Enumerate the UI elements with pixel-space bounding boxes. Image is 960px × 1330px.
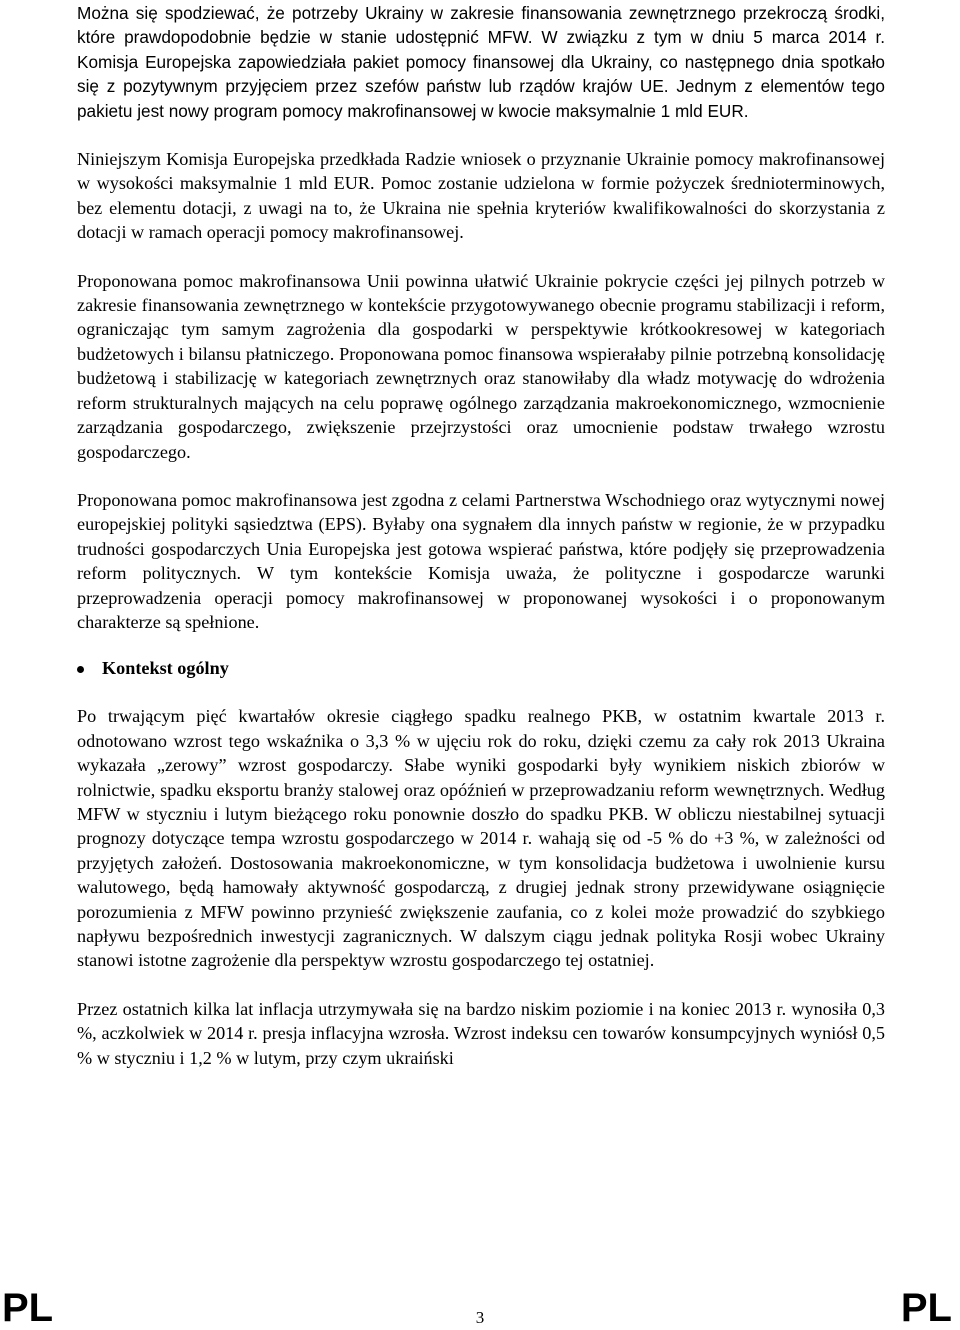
section-heading: [77, 656, 885, 682]
footer-language-left: PL: [2, 1286, 54, 1330]
page-number: 3: [475, 1308, 485, 1327]
section-heading-text: Kontekst ogólny: [102, 658, 229, 679]
paragraph-inflation: Przez ostatnich kilka lat inflacja utrzymywała się na bardzo niskim poziomie i na koniec 2013 r. wynosiła 0,3 %, aczkolwiek w 2014 r. presja inflacyjna wzrosła. Wzrost indeksu cen towarów konsumpcyjnych wyniósł 0,5 % w styczniu i 1,2 % w lutym, przy czym ukraiński: [77, 998, 885, 1068]
paragraph-proposed-assistance: Proponowana pomoc makrofinansowa Unii powinna ułatwić Ukrainie pokrycie części jej pilnych potrzeb w zakresie finansowania zewnętrznego w kontekście przygotowywanego obecnie programu stabilizacji i reform, ograniczając tym samym zagrożenia dla gospodarki w perspektywie krótkookresowej w kategoriach budżetowych i bilansu płatniczego. Proponowana pomoc finansowa wspierałaby pilnie potrzebną konsolidację budżetową i stabilizację w kategoriach zewnętrznych oraz stanowiłaby dla władz motywację do wdrożenia reform strukturalnych mających na celu poprawę ogólnego zarządzania makroekonomicznego, wzmocnienie zarządzania gospodarczego, zwiększenie przejrzystości oraz umocnienie podstaw trwałego wzrostu gospodarczego.: [77, 270, 885, 462]
paragraph-imf-financing-needs: Można się spodziewać, że potrzeby Ukrainy w zakresie finansowania zewnętrznego przekroczą środki, które prawdopodobnie będzie w stanie udostępnić MFW. W związku z tym w dniu 5 marca 2014 r. Komisja Europejska zapowiedziała pakiet pomocy finansowej dla Ukrainy, co następnego dnia spotkało się z pozytywnym przyjęciem przez szefów państw lub rządów krajów UE. Jednym z elementów tego pakietu jest nowy program pomocy makrofinansowej w kwocie maksymalnie 1 mld EUR.: [77, 3, 885, 121]
document-body: [77, 0, 885, 1070]
paragraph-eastern-partnership: Proponowana pomoc makrofinansowa jest zgodna z celami Partnerstwa Wschodniego oraz wytycznymi nowej europejskiej polityki sąsiedztwa (EPS). Byłaby ona sygnałem dla innych państw w regionie, że w przypadku trudności gospodarczych Unia Europejska jest gotowa wspierać państwa, które podjęły się przeprowadzenia reform politycznych. W tym kontekście Komisja uważa, że polityczne i gospodarcze warunki przeprowadzenia operacji pomocy makrofinansowej w proponowanej wysokości i o proponowanym charakterze są spełnione.: [77, 489, 885, 632]
bullet-icon: [77, 666, 84, 673]
footer-language-right: PL: [900, 1286, 952, 1330]
paragraph-gdp-context: Po trwającym pięć kwartałów okresie ciągłego spadku realnego PKB, w ostatnim kwartale 2013 r. odnotowano wzrost tego wskaźnika o 3,3 % w ujęciu rok do roku, dzięki czemu za cały rok 2013 Ukraina wykazała „zerowy” wzrost gospodarczy. Słabe wyniki gospodarki były wynikiem niskich zbiorów w rolnictwie, spadku eksportu branży stalowej oraz opóźnień w przeprowadzaniu reform wewnętrznych. Według MFW w styczniu i lutym bieżącego roku ponownie doszło do spadku PKB. W obliczu niestabilnej sytuacji prognozy dotyczące tempa wzrostu gospodarczego w 2014 r. wahają się od -5 % do +3 %, w zależności od przyjętych założeń. Dostosowania makroekonomiczne, w tym konsolidacja budżetowa i uwolnienie kursu walutowego, będą hamowały aktywność gospodarczą, z drugiej jednak strony przewidywane osiągnięcie porozumienia z MFW powinno przynieść zwiększenie zaufania, co z kolei może prowadzić do szybkiego napływu bezpośrednich inwestycji zagranicznych. W dalszym ciągu jednak polityka Rosji wobec Ukrainy stanowi istotne zagrożenie dla perspektyw wzrostu gospodarczego tej ostatniej.: [77, 706, 885, 971]
paragraph-commission-proposal: Niniejszym Komisja Europejska przedkłada Radzie wniosek o przyznanie Ukrainie pomocy makrofinansowej w wysokości maksymalnie 1 mld EUR. Pomoc zostanie udzielona w formie pożyczek średnioterminowych, bez elementu dotacji, z uwagi na to, że Ukraina nie spełnia kryteriów kwalifikowalności do skorzystania z dotacji w ramach operacji pomocy makrofinansowej.: [77, 149, 885, 243]
